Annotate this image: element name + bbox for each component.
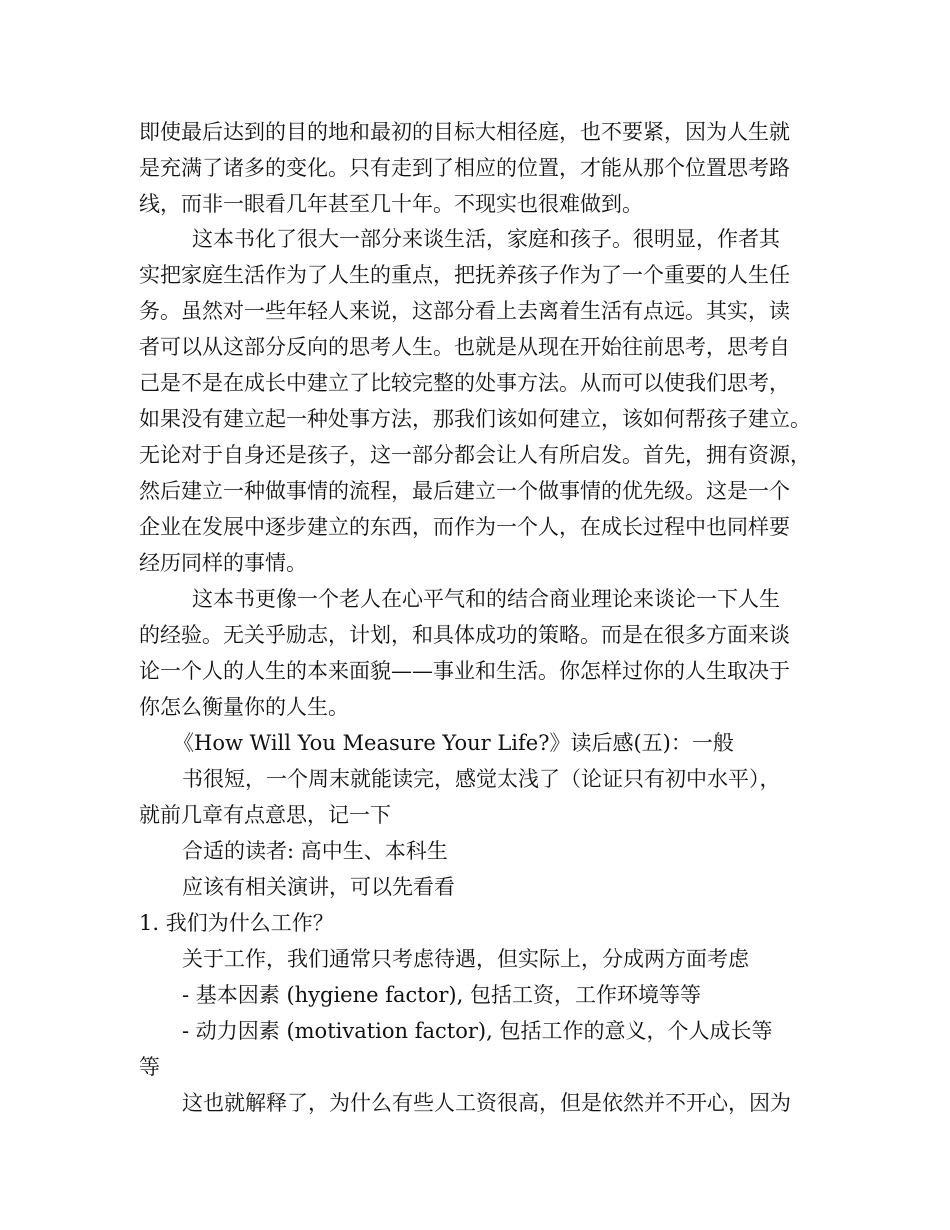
text-line: 就前几章有点意思，记一下 — [139, 803, 391, 827]
text-line: 的经验。无关乎励志，计划，和具体成功的策略。而是在很多方面来谈 — [139, 623, 790, 647]
text-line: 者可以从这部分反向的思考人生。也就是从现在开始往前思考，思考自 — [139, 335, 790, 359]
text-line: 然后建立一种做事情的流程，最后建立一个做事情的优先级。这是一个 — [139, 479, 790, 503]
text-line: 线，而非一眼看几年甚至几十年。不现实也很难做到。 — [139, 192, 643, 216]
text-line: 应该有相关演讲，可以先看看 — [182, 875, 455, 899]
text-line: 如果没有建立起一种处事方法，那我们该如何建立，该如何帮孩子建立。 — [139, 407, 811, 431]
numbered-heading: 1. 我们为什么工作？ — [139, 911, 334, 935]
text-line: 这本书化了很大一部分来谈生活，家庭和孩子。很明显，作者其 — [192, 227, 780, 251]
text-line: 合适的读者: 高中生、本科生 — [182, 839, 448, 863]
text-line: 论一个人的人生的本来面貌——事业和生活。你怎样过你的人生取决于 — [139, 659, 790, 683]
text-line: 企业在发展中逐步建立的东西，而作为一个人，在成长过程中也同样要 — [139, 515, 790, 539]
text-line: 己是不是在成长中建立了比较完整的处事方法。从而可以使我们思考， — [139, 371, 790, 395]
text-line: 这本书更像一个老人在心平气和的结合商业理论来谈论一下人生 — [192, 587, 780, 611]
text-line: 无论对于自身还是孩子，这一部分都会让人有所启发。首先，拥有资源， — [139, 443, 811, 467]
text-line: 经历同样的事情。 — [139, 551, 307, 575]
text-line: 务。虽然对一些年轻人来说，这部分看上去离着生活有点远。其实，读 — [139, 299, 790, 323]
text-line: 实把家庭生活作为了人生的重点，把抚养孩子作为了一个重要的人生任 — [139, 263, 790, 287]
list-item: - 基本因素 (hygiene factor), 包括工资，工作环境等等 — [182, 983, 701, 1007]
text-line: 关于工作，我们通常只考虑待遇，但实际上，分成两方面考虑 — [182, 947, 749, 971]
text-line: 你怎么衡量你的人生。 — [139, 695, 349, 719]
text-line: 这也就解释了，为什么有些人工资很高，但是依然并不开心，因为 — [182, 1091, 791, 1115]
review-heading: 《How Will You Measure Your Life?》读后感(五)：一般 — [173, 731, 734, 755]
text-line: 是充满了诸多的变化。只有走到了相应的位置，才能从那个位置思考路 — [139, 156, 790, 180]
text-line: 即使最后达到的目的地和最初的目标大相径庭，也不要紧，因为人生就 — [139, 120, 790, 144]
list-item: - 动力因素 (motivation factor), 包括工作的意义，个人成长等 — [182, 1019, 773, 1043]
text-line: 书很短，一个周末就能读完，感觉太浅了（论证只有初中水平）， — [182, 767, 781, 791]
text-line: 等 — [139, 1055, 160, 1079]
